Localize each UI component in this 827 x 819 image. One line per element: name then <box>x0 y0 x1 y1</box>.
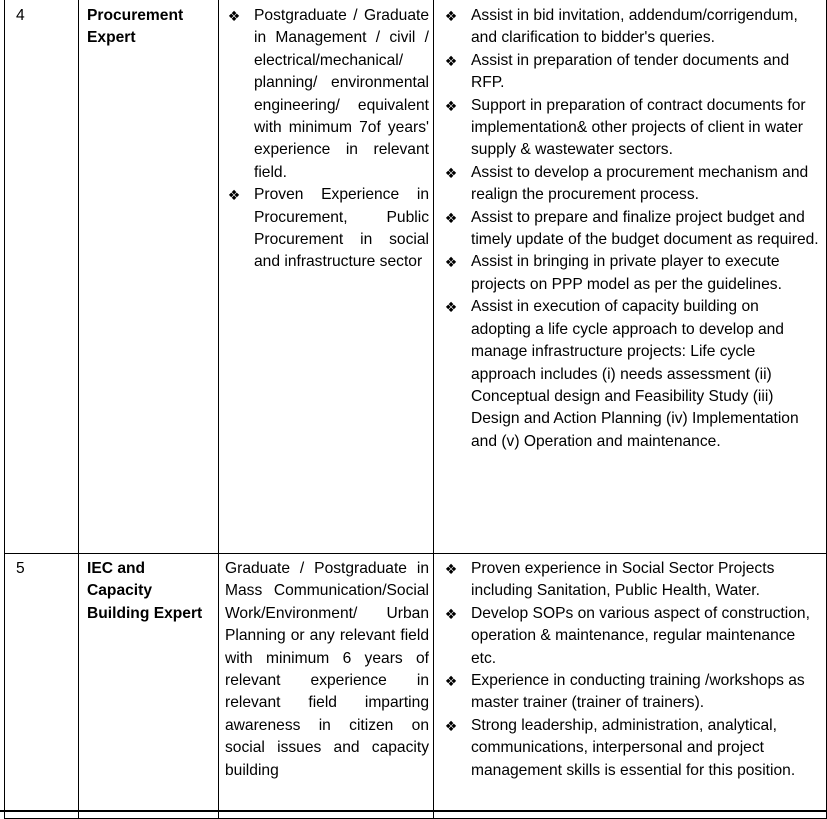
qualification-list <box>225 5 429 274</box>
diamond-bullet-icon: ❖ <box>444 209 458 226</box>
serial-number: 5 <box>16 560 25 577</box>
diamond-bullet-icon: ❖ <box>444 299 458 316</box>
responsibility-text: Assist in execution of capacity building on adopting a life cycle approach to develop and manage infrastructure projects: Life cycle approach includes (i) needs assessment (ii) Conceptual design and Feasibility Study (iii) Design and Action Planning (iv) Implementation and (v) Operation and maintenance. <box>471 298 799 450</box>
diamond-bullet-icon: ❖ <box>444 561 458 577</box>
responsibility-text: Support in preparation of contract documents for implementation& other projects of client in water supply & wastewater sectors. <box>471 96 806 159</box>
responsibility-text: Assist in preparation of tender documents and RFP. <box>471 51 790 92</box>
qualification-text: Postgraduate / Graduate in Management / civil / electrical/mechanical/ planning/ environmental engineering/ equivalent with minimum 7of years' experience in relevant field. <box>254 7 429 181</box>
list-item <box>442 603 820 670</box>
diamond-bullet-icon: ❖ <box>227 187 241 204</box>
responsibility-text: Assist in bringing in private player to execute projects on PPP model as per the guidelines. <box>471 253 782 293</box>
table-row <box>5 0 827 554</box>
role-title-line: Procurement <box>87 7 184 24</box>
serial-number: 4 <box>16 7 25 24</box>
role-title-line: Capacity <box>87 582 153 600</box>
list-item <box>442 296 820 453</box>
list-item <box>442 162 820 207</box>
diamond-bullet-icon: ❖ <box>444 97 458 114</box>
list-item <box>442 251 820 296</box>
responsibility-text: Develop SOPs on various aspect of construction, operation & maintenance, regular maintenance etc. <box>471 604 810 667</box>
diamond-bullet-icon: ❖ <box>444 164 458 181</box>
qualification-text: Graduate / Postgraduate in Mass Communication/Social Work/Environment/ Urban Planning or any relevant field with minimum 6 years of relevant experience in relevant field imparting awareness in citizen on social issues and capacity building <box>225 560 429 779</box>
role-title-line: Building Expert <box>87 604 203 622</box>
responsibility-text: Proven experience in Social Sector Projects including Sanitation, Public Health, Water. <box>471 560 775 600</box>
responsibility-text: Assist to prepare and finalize project budget and timely update of the budget document as required. <box>471 208 819 249</box>
list-item <box>442 207 820 252</box>
diamond-bullet-icon: ❖ <box>227 8 241 24</box>
responsibility-list <box>442 5 820 453</box>
list-item <box>442 5 820 50</box>
qualification-cell <box>219 554 434 819</box>
role-title-line: Expert <box>87 29 136 47</box>
qualification-text: Proven Experience in Procurement, Public Procurement in social and infrastructure sector <box>254 186 429 271</box>
responsibility-cell <box>434 554 827 819</box>
list-item <box>225 184 429 274</box>
diamond-bullet-icon: ❖ <box>444 605 458 622</box>
responsibility-text: Assist in bid invitation, addendum/corrigendum, and clarification to bidder's queries. <box>471 7 798 47</box>
list-item <box>442 715 820 782</box>
list-item <box>442 50 820 95</box>
role-title-line: IEC and <box>87 560 146 577</box>
list-item <box>442 558 820 603</box>
diamond-bullet-icon: ❖ <box>444 673 458 690</box>
diamond-bullet-icon: ❖ <box>444 8 458 24</box>
responsibility-list <box>442 558 820 782</box>
list-item <box>442 95 820 162</box>
diamond-bullet-icon: ❖ <box>444 52 458 69</box>
responsibility-text: Strong leadership, administration, analytical, communications, interpersonal and project management skills is essential for this position. <box>471 716 796 779</box>
page-bottom-rule <box>0 810 827 812</box>
diamond-bullet-icon: ❖ <box>444 254 458 271</box>
table-row <box>5 554 827 819</box>
diamond-bullet-icon: ❖ <box>444 717 458 734</box>
roles-table <box>4 0 827 819</box>
role-cell <box>79 554 219 819</box>
responsibility-text: Experience in conducting training /workshops as master trainer (trainer of trainers). <box>471 672 805 712</box>
role-cell <box>79 0 219 554</box>
serial-number-cell <box>5 554 79 819</box>
responsibility-cell <box>434 0 827 554</box>
list-item <box>225 5 429 184</box>
qualification-cell <box>219 0 434 554</box>
serial-number-cell <box>5 0 79 554</box>
responsibility-text: Assist to develop a procurement mechanism and realign the procurement process. <box>471 163 809 204</box>
list-item <box>442 670 820 715</box>
